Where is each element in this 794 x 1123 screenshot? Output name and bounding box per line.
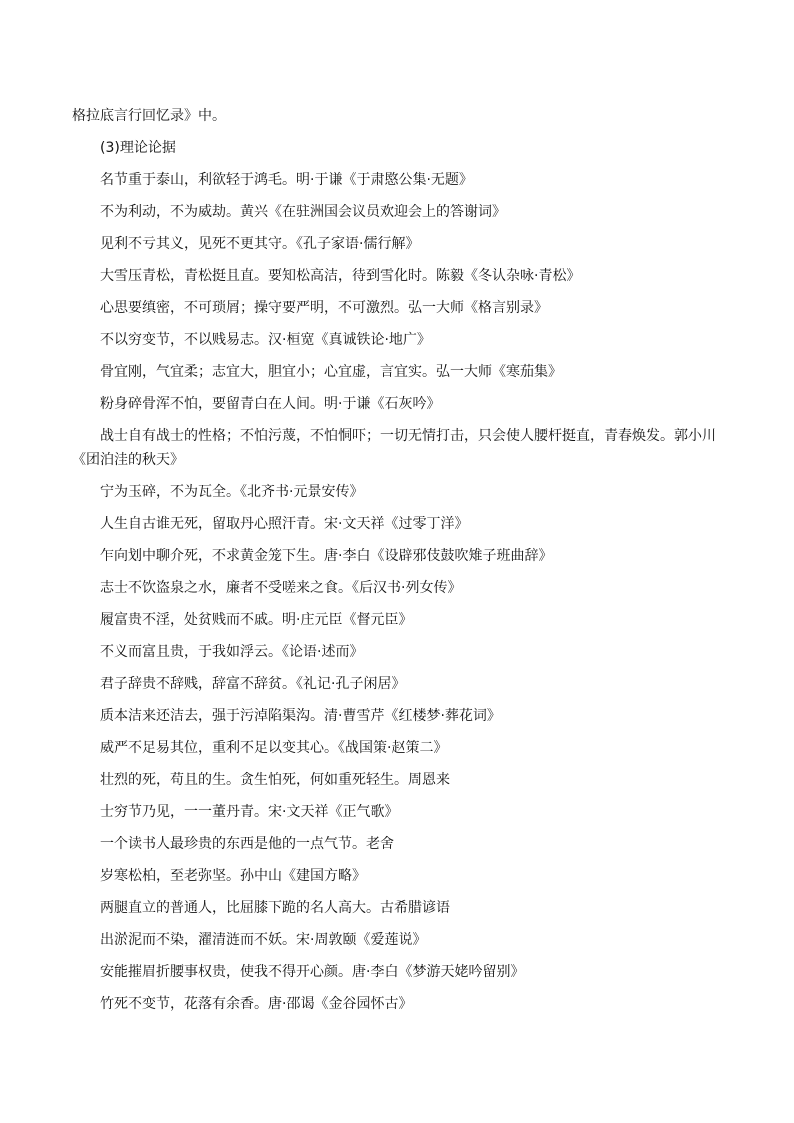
quote-line: 壮烈的死，苟且的生。贪生怕死，何如重死轻生。周恩来 [100,772,450,788]
quote-line: 出淤泥而不染，濯清涟而不妖。宋·周敦颐《爱莲说》 [100,932,427,948]
quote-line: 大雪压青松，青松挺且直。要知松高洁，待到雪化时。陈毅《冬认杂咏·青松》 [100,268,581,284]
quote-line: 一个读书人最珍贵的东西是他的一点气节。老舍 [100,836,394,852]
quote-line: 骨宜刚，气宜柔；志宜大，胆宜小；心宜虚，言宜实。弘一大师《寒茄集》 [100,364,562,380]
quote-line: 乍向划中聊介死，不求黄金笼下生。唐·李白《设辟邪伎鼓吹雉子班曲辞》 [100,548,553,564]
quote-line: 威严不足易其位，重利不足以变其心。《战国策·赵策二》 [100,740,448,756]
quote-line: 粉身碎骨浑不怕，要留青白在人间。明·于谦《石灰吟》 [100,396,441,412]
quote-line: 岁寒松柏，至老弥坚。孙中山《建国方略》 [100,868,366,884]
quote-line: 志士不饮盗泉之水，廉者不受嗟来之食。《后汉书·列女传》 [100,580,462,596]
document-body [72,100,734,1020]
quote-line: 名节重于泰山，利欲轻于鸿毛。明·于谦《于肃愍公集·无题》 [100,172,473,188]
quote-line: 竹死不变节，花落有余香。唐·邵谒《金谷园怀古》 [100,996,413,1012]
quote-line: 不以穷变节，不以贱易志。汉·桓宽《真诚铁论·地广》 [100,332,431,348]
quote-line: 君子辞贵不辞贱，辞富不辞贫。《礼记·孔子闲居》 [100,676,406,692]
quote-line: 不为利动，不为威劫。黄兴《在驻洲国会议员欢迎会上的答谢词》 [100,204,506,220]
continuation-text: 格拉底言行回忆录》中。 [72,108,226,124]
quote-line: 履富贵不淫，处贫贱而不戚。明·庄元臣《督元臣》 [100,612,413,628]
quote-line: 两腿直立的普通人，比屈膝下跪的名人高大。古希腊谚语 [100,900,450,916]
long-quote [72,424,734,472]
quote-line: 质本洁来还洁去，强于污淖陷渠沟。清·曹雪芹《红楼梦·葬花词》 [100,708,501,724]
section-heading: (3)理论论据 [100,140,176,156]
long-quote-first-line: 战士自有战士的性格；不怕污蔑，不怕恫吓；一切无情打击，只会使人腰杆挺直，青春焕发。郭小川 [100,428,716,444]
quote-line: 安能摧眉折腰事权贵，使我不得开心颜。唐·李白《梦游天姥吟留别》 [100,964,525,980]
quote-line: 宁为玉碎，不为瓦全。《北齐书·元景安传》 [100,484,364,500]
quote-line: 见利不亏其义，见死不更其守。《孔子家语·儒行解》 [100,236,420,252]
quote-line: 心思要缜密，不可琐屑；操守要严明，不可激烈。弘一大师《格言别录》 [100,300,548,316]
quote-line: 士穷节乃见，一一董丹青。宋·文天祥《正气歌》 [100,804,399,820]
quote-line: 人生自古谁无死，留取丹心照汗青。宋·文天祥《过零丁洋》 [100,516,469,532]
long-quote-second-line: 《团泊洼的秋天》 [72,452,184,468]
quote-line: 不义而富且贵，于我如浮云。《论语·述而》 [100,644,364,660]
